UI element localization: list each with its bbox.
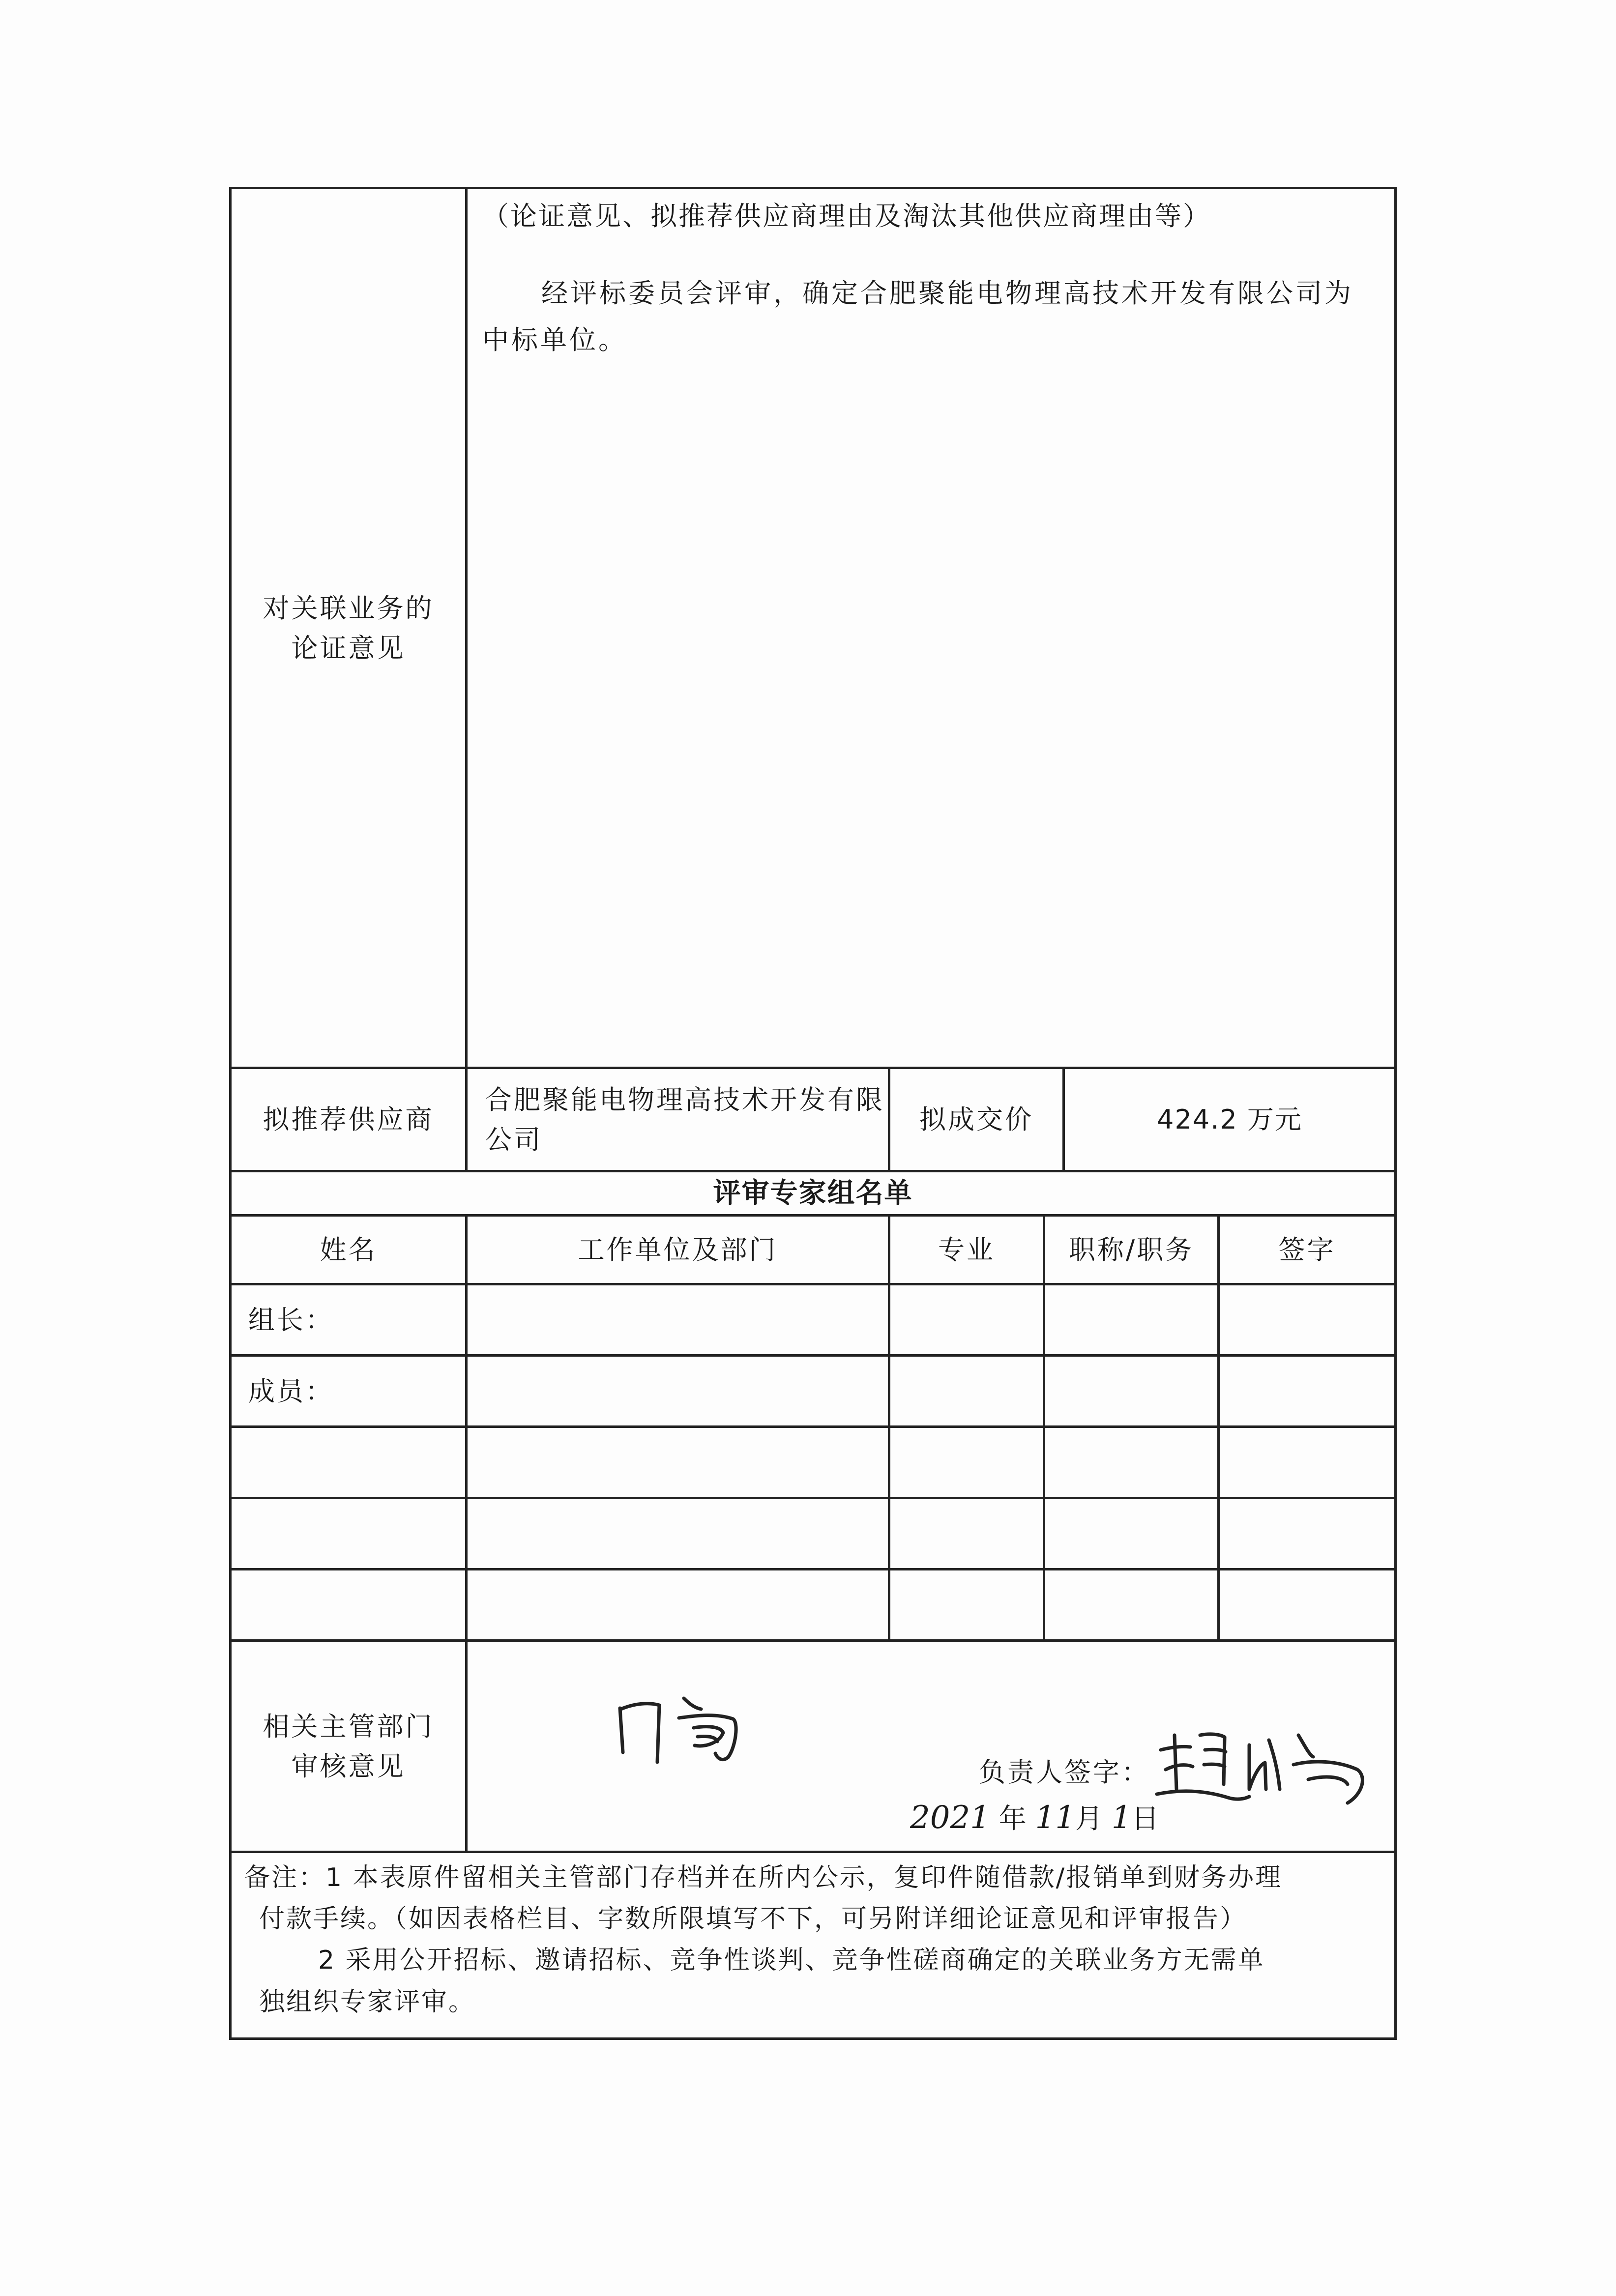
table-row [231,1569,1396,1641]
expert-name-cell: 成员： [231,1356,467,1427]
supplier-name: 合肥聚能电物理高技术开发有限公司 [467,1068,889,1171]
handwritten-signature [1151,1715,1382,1824]
expert-name-cell [231,1498,467,1569]
expert-name-cell [231,1427,467,1498]
expert-signature-cell [1219,1284,1396,1356]
approval-label-line2: 审核意见 [291,1750,406,1782]
date-year: 2021 [910,1800,990,1836]
table-row [231,1284,1396,1356]
approval-label-cell [231,1641,467,1852]
table-row [231,1356,1396,1427]
date-month: 11 [1035,1800,1075,1836]
date-day: 1 [1111,1800,1132,1836]
expert-signature-cell [1219,1569,1396,1641]
opinion-content-cell [467,188,1396,1068]
price-label: 拟成交价 [889,1068,1064,1171]
col-header-unit: 工作单位及部门 [467,1216,889,1284]
approval-content-cell [467,1641,1396,1852]
col-header-major: 专业 [889,1216,1044,1284]
note-line-2: 付款手续。（如因表格栏目、字数所限填写不下，可另附详细论证意见和评审报告） [259,1904,1247,1934]
col-header-name: 姓名 [231,1216,467,1284]
expert-panel-title-row [231,1171,1396,1216]
col-header-title: 职称/职务 [1044,1216,1219,1284]
handwritten-approval-mark [610,1688,763,1772]
note-line-4: 独组织专家评审。 [259,1987,476,2017]
date-month-unit: 月 [1075,1803,1103,1835]
expert-title-cell [1044,1498,1219,1569]
note-line-3: 2 采用公开招标、邀请招标、竞争性谈判、竞争性磋商确定的关联业务方无需单 [318,1946,1265,1976]
date-year-unit: 年 [999,1803,1027,1835]
opinion-label-cell [231,188,467,1068]
price-value: 424.2 万元 [1064,1068,1396,1171]
expert-signature-cell [1219,1427,1396,1498]
expert-unit-cell [467,1356,889,1427]
notes-cell [231,1852,1396,2039]
expert-signature-cell [1219,1356,1396,1427]
expert-major-cell [889,1498,1044,1569]
approval-label-line1: 相关主管部门 [263,1711,434,1742]
approval-row [231,1641,1396,1852]
expert-unit-cell [467,1284,889,1356]
opinion-row [231,188,1396,1068]
date-day-unit: 日 [1131,1803,1159,1835]
supplier-label: 拟推荐供应商 [231,1068,467,1171]
expert-title-cell [1044,1427,1219,1498]
expert-panel-title: 评审专家组名单 [231,1171,1396,1216]
opinion-label-line1: 对关联业务的 [263,592,434,624]
notes-row [231,1852,1396,2039]
expert-title-cell [1044,1569,1219,1641]
expert-panel-header-row [231,1216,1396,1284]
approval-date [910,1794,1159,1841]
expert-major-cell [889,1569,1044,1641]
expert-unit-cell [467,1569,889,1641]
opinion-body: 经评标委员会评审，确定合肥聚能电物理高技术开发有限公司为中标单位。 [482,278,1353,355]
table-row [231,1427,1396,1498]
opinion-hint: （论证意见、拟推荐供应商理由及淘汰其他供应商理由等） [482,201,1211,232]
expert-major-cell [889,1284,1044,1356]
col-header-signature: 签字 [1219,1216,1396,1284]
expert-unit-cell [467,1427,889,1498]
expert-name-cell: 组长： [231,1284,467,1356]
supplier-row [231,1068,1396,1171]
table-row [231,1498,1396,1569]
expert-signature-cell [1219,1498,1396,1569]
signature-label: 负责人签字： [979,1757,1150,1788]
opinion-label-line2: 论证意见 [291,632,406,664]
expert-name-cell [231,1569,467,1641]
note-line-1: 备注：1 本表原件留相关主管部门存档并在所内公示，复印件随借款/报销单到财务办理 [244,1863,1283,1892]
expert-title-cell [1044,1284,1219,1356]
expert-major-cell [889,1356,1044,1427]
expert-unit-cell [467,1498,889,1569]
related-business-form [229,187,1397,2040]
expert-major-cell [889,1427,1044,1498]
expert-title-cell [1044,1356,1219,1427]
